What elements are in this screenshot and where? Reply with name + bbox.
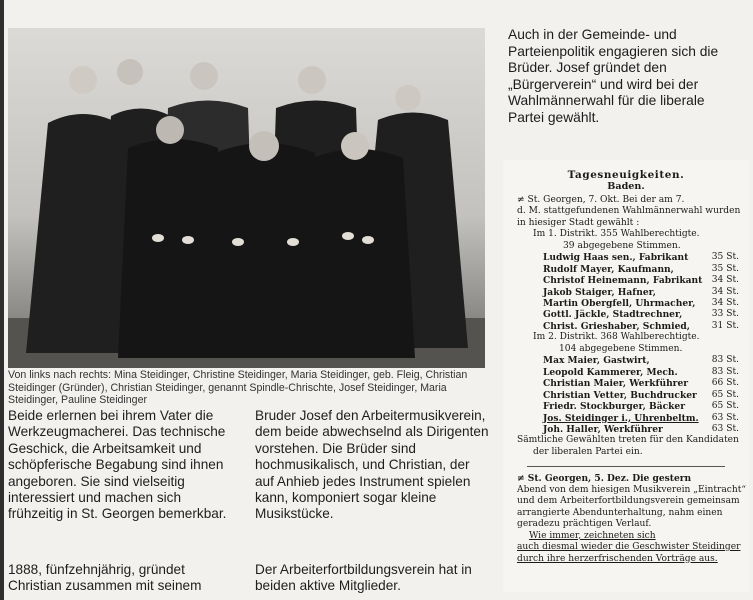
result-row bbox=[503, 309, 749, 320]
result-row bbox=[503, 367, 749, 378]
vote-count: 65 St. bbox=[711, 389, 739, 400]
vote-count: 33 St. bbox=[711, 309, 739, 320]
clipping-note-line: und dem Arbeiterfortbildungsverein gemeinsam bbox=[517, 496, 740, 507]
candidate-name: Jakob Staiger, Hafner, bbox=[543, 286, 656, 298]
vote-count: 34 St. bbox=[711, 286, 739, 297]
candidate-name: Max Maier, Gastwirt, bbox=[543, 355, 650, 367]
result-row bbox=[503, 287, 749, 298]
newspaper-clipping bbox=[503, 160, 749, 592]
clipping-district-1-votes: 39 abgegebene Stimmen. bbox=[563, 240, 681, 251]
body-column-2-paragraph-2: Der Arbeiterfortbildungsverein hat in beiden aktive Mitglieder. bbox=[255, 562, 472, 594]
vote-count: 35 St. bbox=[711, 263, 739, 274]
candidate-name: Joh. Haller, Werkführer bbox=[543, 423, 663, 435]
clipping-title: Tagesneuigkeiten. bbox=[567, 169, 685, 181]
result-row bbox=[503, 390, 749, 401]
clipping-note-line: Abend von dem hiesigen Musikverein „Eintracht“ bbox=[517, 484, 747, 495]
candidate-name: Martin Obergfell, Uhrmacher, bbox=[543, 297, 696, 309]
result-row-highlighted bbox=[503, 413, 749, 424]
body-column-1-paragraph-2: 1888, fünfzehnjährig, gründet Christian zusammen mit seinem bbox=[8, 562, 202, 594]
candidate-name: Christ. Grieshaber, Schmied, bbox=[543, 320, 690, 332]
vote-count: 35 St. bbox=[711, 252, 739, 263]
clipping-summary-line: der liberalen Partei ein. bbox=[533, 446, 643, 457]
result-row bbox=[503, 264, 749, 275]
clipping-district-1: Im 1. Distrikt. 355 Wahlberechtigte. bbox=[533, 229, 700, 240]
vote-count: 34 St. bbox=[711, 297, 739, 308]
body-column-2-paragraph-1: Bruder Josef den Arbeitermusikverein, dem beide abwechselnd als Dirigenten vorstehen. Die Brüder sind hochmusikalisch, und Christian, der auf Anhieb jedes Instrument spielen kann, komponiert sogar kleine Musikstücke. bbox=[255, 408, 489, 522]
clipping-district-2-votes: 104 abgegebene Stimmen. bbox=[559, 343, 683, 354]
candidate-name: Christian Vetter, Buchdrucker bbox=[543, 389, 697, 401]
result-row bbox=[503, 401, 749, 412]
vote-count: 66 St. bbox=[711, 378, 739, 389]
clipping-note-underlined: durch ihre herzerfrischenden Vorträge aus. bbox=[517, 553, 718, 564]
clipping-divider bbox=[527, 466, 725, 467]
candidate-name: Friedr. Stockburger, Bäcker bbox=[543, 401, 686, 413]
candidate-name: Ludwig Haas sen., Fabrikant bbox=[543, 252, 689, 264]
vote-count: 63 St. bbox=[711, 423, 739, 434]
clipping-intro-line: ≠ St. Georgen, 7. Okt. Bei der am 7. bbox=[517, 194, 685, 205]
result-row bbox=[503, 275, 749, 286]
side-paragraph: Auch in der Gemeinde- und Parteienpolitik engagieren sich die Brüder. Josef gründet den „Bürgerverein“ und wird bei der Wahlmännerwahl für die liberale Partei gewählt. bbox=[508, 27, 719, 125]
body-column-1-paragraph-1: Beide erlernen bei ihrem Vater die Werkzeugmacherei. Das technische Geschick, die Arbeitsamkeit und schöpferische Begabung sind ihnen angeboren. Sie sind vielseitig interessiert und machen sich frühzeitig in St. Georgen bemerkbar. bbox=[8, 408, 227, 522]
vote-count: 31 St. bbox=[711, 320, 739, 331]
family-photo bbox=[8, 28, 485, 368]
result-row bbox=[503, 298, 749, 309]
vote-count: 65 St. bbox=[711, 401, 739, 412]
result-row bbox=[503, 424, 749, 435]
clipping-note-line: ≠ St. Georgen, 5. Dez. Die gestern bbox=[517, 473, 692, 485]
result-row bbox=[503, 252, 749, 263]
left-page-edge bbox=[0, 0, 4, 600]
candidate-name: Gottl. Jäckle, Stadtrechner, bbox=[543, 309, 683, 321]
result-row bbox=[503, 355, 749, 366]
vote-count: 34 St. bbox=[711, 275, 739, 286]
clipping-summary-line: Sämtliche Gewählten treten für den Kandidaten bbox=[517, 435, 739, 446]
candidate-name: Leopold Kammerer, Mech. bbox=[543, 366, 678, 378]
vote-count: 83 St. bbox=[711, 366, 739, 377]
candidate-name: Christian Maier, Werkführer bbox=[543, 378, 689, 390]
photo-caption: Von links nach rechts: Mina Steidinger, Christine Steidinger, Maria Steidinger, geb. Fleig, Christian Steidinger (Gründer), Christian Steidinger, genannt Spindle-Chrischte, Josef Steidinger, Maria Steidinger, Pauline Steidinger bbox=[8, 369, 468, 407]
clipping-region: Baden. bbox=[607, 181, 645, 193]
result-row bbox=[503, 378, 749, 389]
candidate-name: Jos. Steidinger i., Uhrenbeltm. bbox=[543, 412, 699, 424]
clipping-note-underlined: auch diesmal wieder die Geschwister Steidinger bbox=[517, 542, 741, 553]
vote-count: 83 St. bbox=[711, 355, 739, 366]
clipping-note-line: geradezu prächtigen Verlauf. bbox=[517, 519, 652, 530]
result-row bbox=[503, 321, 749, 332]
candidate-name: Christof Heinemann, Fabrikant bbox=[543, 275, 703, 287]
candidate-name: Rudolf Mayer, Kaufmann, bbox=[543, 263, 674, 275]
clipping-intro-line: in hiesiger Stadt gewählt : bbox=[517, 217, 640, 228]
clipping-note-line: arrangierte Abendunterhaltung, nahm einen bbox=[517, 507, 723, 518]
clipping-intro-line: d. M. stattgefundenen Wahlmännerwahl wurden bbox=[517, 206, 741, 217]
vote-count: 63 St. bbox=[711, 412, 739, 423]
clipping-note-underlined: Wie immer, zeichneten sich bbox=[529, 530, 656, 541]
clipping-district-2: Im 2. Distrikt. 368 Wahlberechtigte. bbox=[533, 332, 700, 343]
